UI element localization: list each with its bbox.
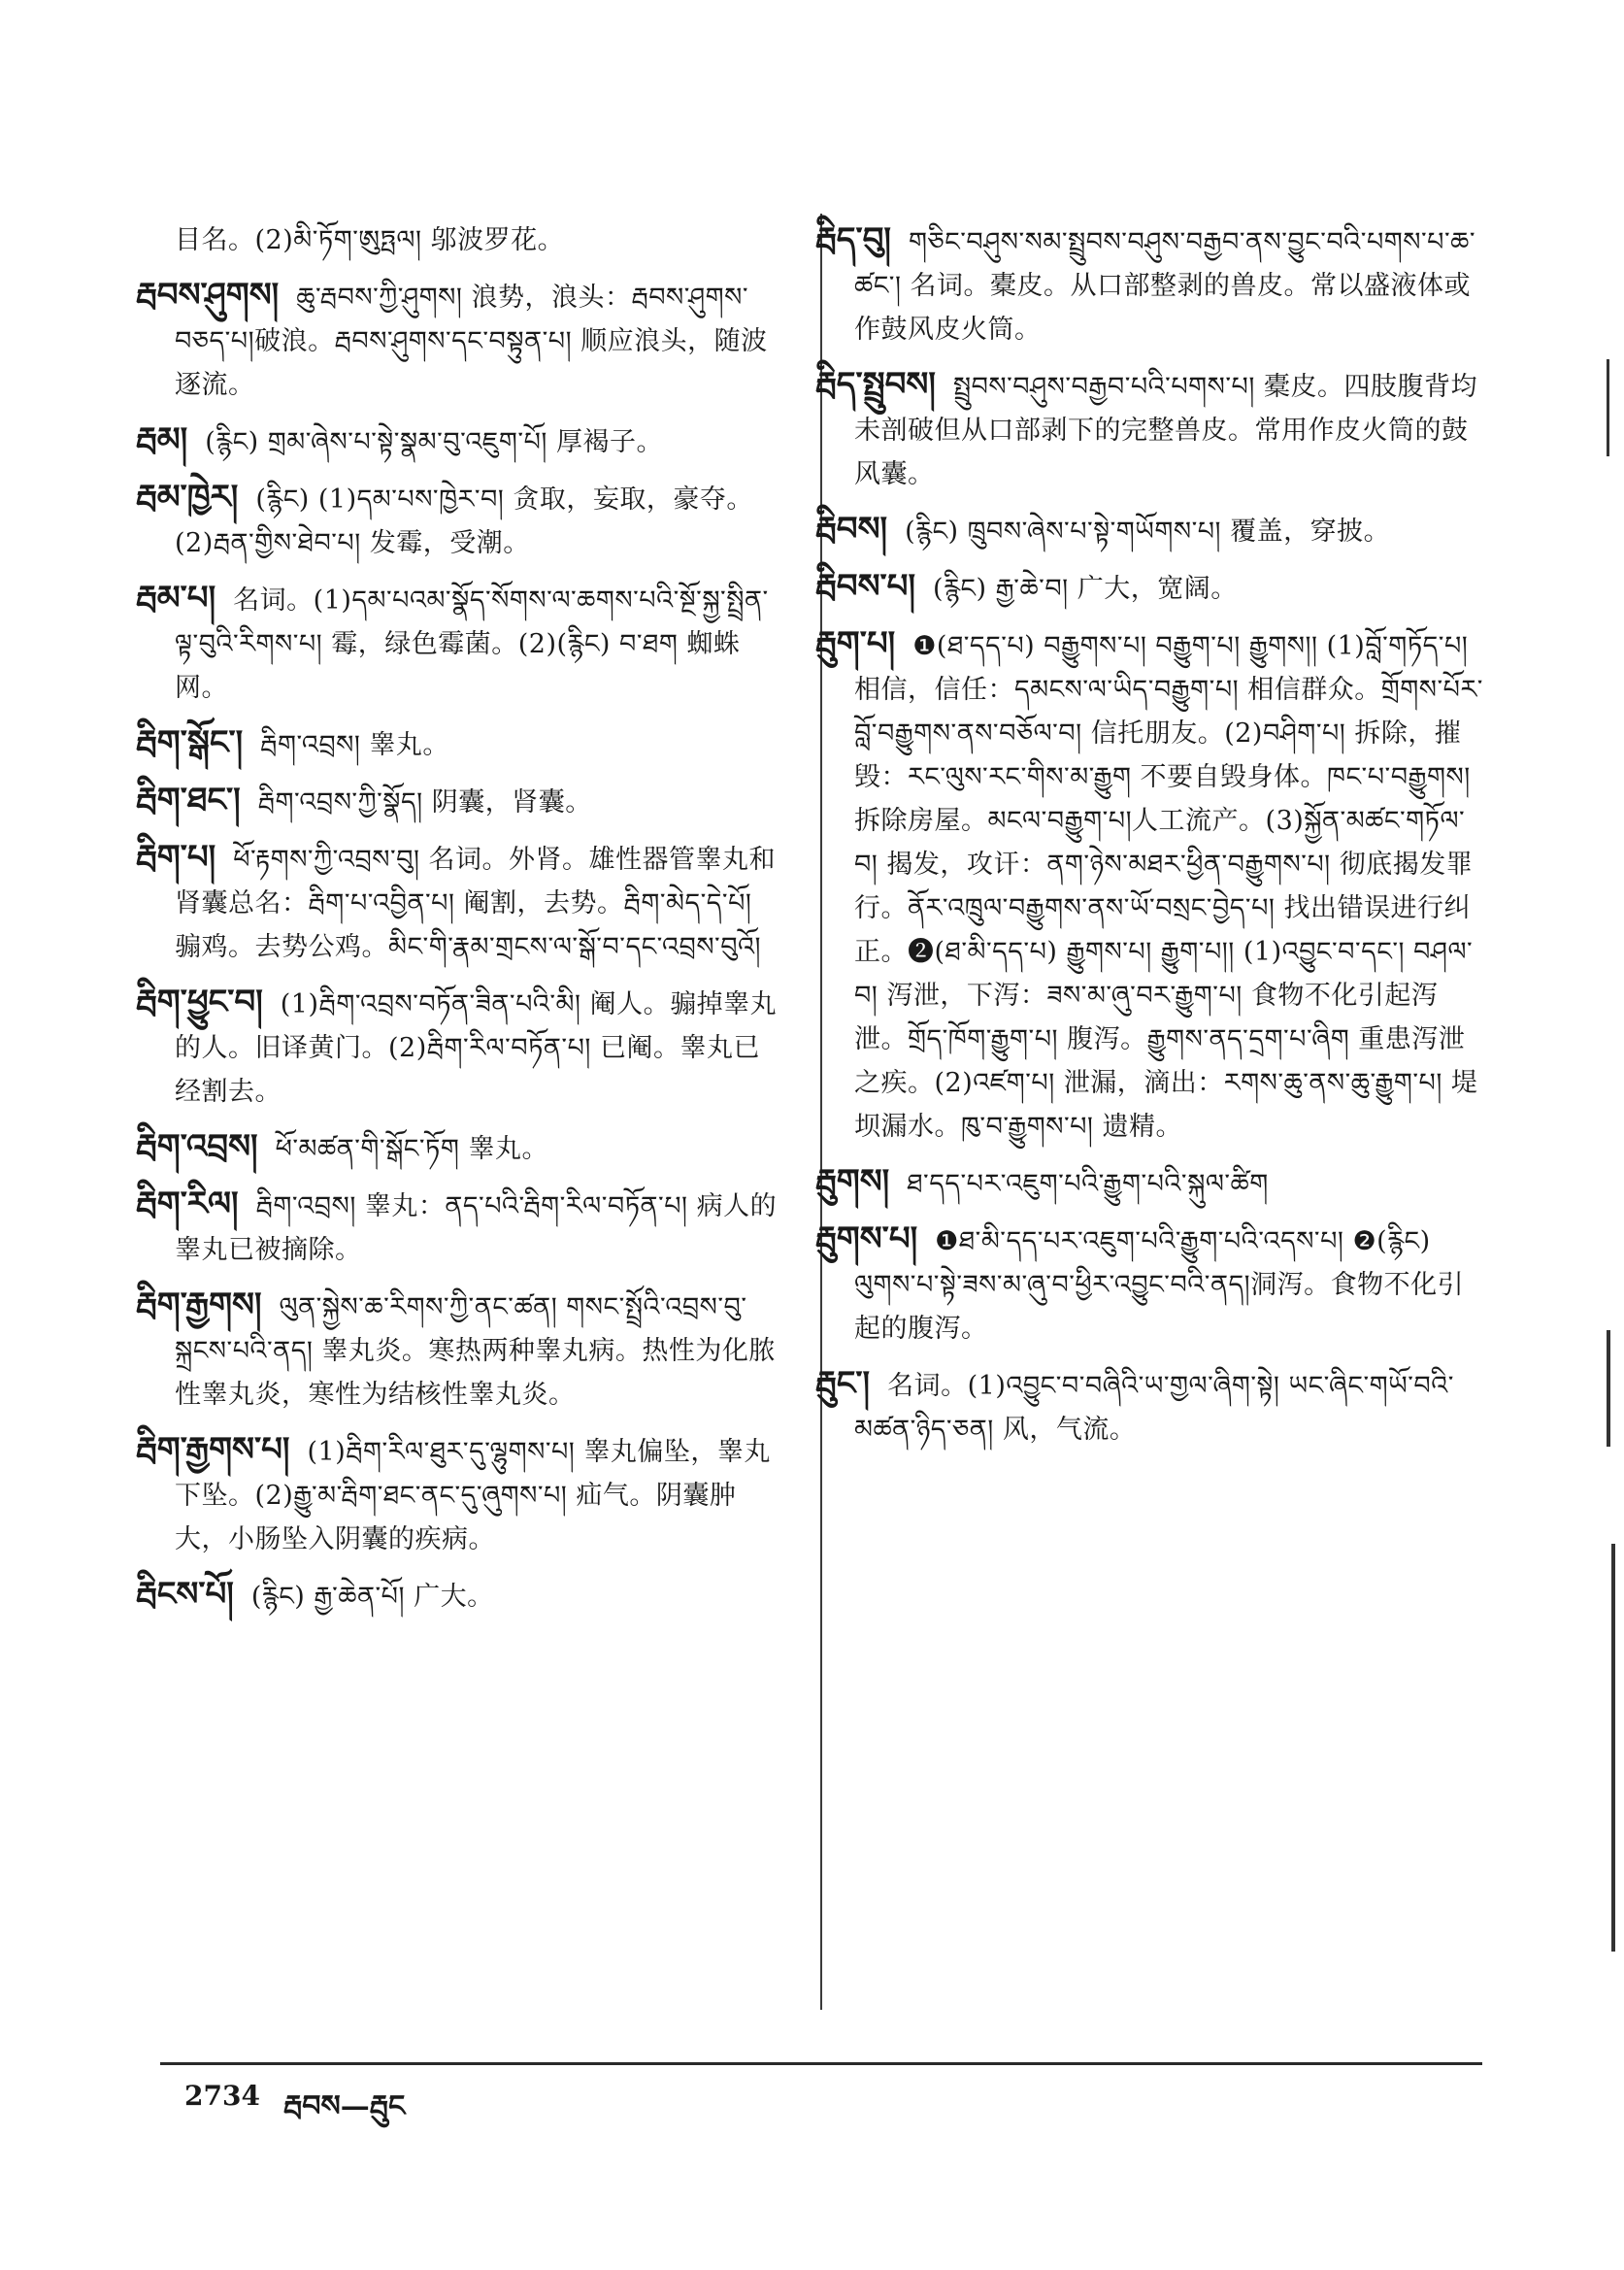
entry-headword: རྦིག་རྒྱགས།: [136, 1285, 262, 1324]
edge-mark: [1611, 1544, 1615, 1952]
entry-headword: རྦིབས།: [815, 510, 888, 549]
dictionary-entry: [815, 363, 1485, 496]
entry-definition: རྦིག་འབྲས། 睾丸。: [260, 730, 449, 760]
entry-headword: རྦིག་སྒོང་།: [136, 723, 244, 762]
entry-definition: (རྙིང) རྒྱ་ཆེ་བ། 广大，宽阔。: [933, 574, 1238, 604]
dictionary-entry: [815, 1218, 1485, 1351]
dictionary-entry: [815, 508, 1485, 553]
entry-definition: ❶ཐ་མི་དད་པར་འཇུག་པའི་རྒྱུག་པའི་འདས་པ། ❷(རྙིང) ལུགས་པ་སྟེ་ཟས་མ་ཞུ་བ་ཕྱིར་འབྱུང་བའི་ནད།洞泻。食物不化引起的腹泻。: [854, 1226, 1465, 1344]
entry-headword: རྦིག་རིལ།: [136, 1185, 239, 1223]
entry-definition: 名词。(1)འབྱུང་བ་བཞིའི་ཡ་གྱལ་ཞིག་སྟེ། ཡང་ཞིང་གཡོ་བའི་མཚན་ཉིད་ཅན། 风，气流。: [854, 1371, 1454, 1445]
entry-definition: (རྙིང) ཁྲུབས་ཞེས་པ་སྟེ་གཡོགས་པ། 覆盖，穿披。: [905, 517, 1391, 547]
dictionary-entry: [136, 779, 781, 824]
dictionary-entry: [815, 1362, 1485, 1452]
entry-definition: སྤྲུབས་བཤུས་བརྒྱབ་པའི་པགས་པ། 橐皮。四肢腹背均未剖破但从口部剥下的完整兽皮。常用作皮火筒的鼓风囊。: [854, 372, 1477, 489]
entry-headword: རྦིག་ཐང་།: [136, 781, 241, 819]
dictionary-entry: [136, 274, 781, 407]
dictionary-entry: [815, 565, 1485, 611]
right-column: [815, 218, 1485, 1463]
entry-headword: རྦབས་ཤུགས།: [136, 276, 280, 315]
entry-definition: རྦིག་འབྲས་ཀྱི་སྣོད། 阴囊，肾囊。: [257, 787, 592, 818]
dictionary-entry: [136, 836, 781, 969]
entry-headword: རྦིག་ཕྱུང་བ།: [136, 983, 263, 1021]
entry-headword: རྦུག་པ།: [815, 624, 896, 663]
entry-headword: རྦུགས།: [815, 1162, 890, 1201]
entry-definition: ཕོ་རྟགས་ཀྱི་འབྲས་བུ། 名词。外肾。雄性器管睾丸和肾囊总名：རྦིག་པ་འབྱིན་པ། 阉割，去势。རྦིག་མེད་དེ་པོ། 骟鸡。去势公鸡。མིང་གི་རྣམ་གྲངས་ལ་སྒོ་བ་དང་འབྲས་བུའོ།: [175, 845, 777, 962]
entry-headword: རྦིད་བུ།: [815, 220, 891, 259]
column-divider: [820, 214, 822, 2010]
page-number: 2734: [184, 2080, 260, 2112]
dictionary-entry: [136, 1183, 781, 1272]
entry-definition: (1)རྦིག་འབྲས་བཏོན་ཟིན་པའི་མི། 阉人。骟掉睾丸的人。旧译黄门。(2)རྦིག་རིལ་བཏོན་པ། 已阉。睾丸已经割去。: [175, 989, 778, 1107]
entry-headword: རྦམ་ཁྱེར།: [136, 478, 239, 517]
entry-definition: (རྙིང) གྲམ་ཞེས་པ་སྟེ་སྣམ་བུ་འཇུག་པོ། 厚褐子。: [205, 427, 663, 457]
entry-definition: ལུན་སྐྱེས་ཆ་རིགས་ཀྱི་ནང་ཚན། གསང་སྤྲོའི་འབྲས་བུ་སྐྲངས་པའི་ནད། 睾丸炎。寒热两种睾丸病。热性为化脓性睾丸炎，寒性为结核性睾丸炎。: [175, 1292, 776, 1410]
dictionary-entry: [136, 1125, 781, 1171]
entry-headword: རྦིག་པ།: [136, 838, 216, 877]
dictionary-entry: [136, 476, 781, 565]
entry-headword: རྦིད་སྤྲུབས།: [815, 365, 936, 404]
dictionary-entry: [815, 218, 1485, 351]
entry-headword: རྦིག་རྒྱགས་པ།: [136, 1430, 290, 1469]
entry-definition: (1)རྦིག་རིལ་ཐུར་དུ་ལྷུགས་པ། 睾丸偏坠，睾丸下坠。(2)རྒྱུ་མ་རྦིག་ཐང་ནང་དུ་ཞུགས་པ། 疝气。阴囊肿大，小肠坠入阴囊的疾病。: [175, 1437, 771, 1554]
left-column: [136, 218, 781, 1630]
dictionary-entry: [136, 1573, 781, 1619]
entry-definition: རྦིག་འབྲས། 睾丸：ནད་པའི་རྦིག་རིལ་བཏོན་པ། 病人的睾丸已被摘除。: [175, 1191, 778, 1265]
dictionary-entry: [136, 577, 781, 710]
entry-headword: རྦམ།: [136, 420, 188, 459]
entry-headword: རྦིབས་པ།: [815, 567, 916, 606]
footer-rule: [160, 2062, 1482, 2065]
dictionary-entry: [136, 721, 781, 767]
entry-definition: 目名。(2)མི་ཏོག་ཨུཏྤལ། 邬波罗花。: [175, 225, 565, 255]
dictionary-entry: [815, 1160, 1485, 1206]
edge-mark: [1607, 1330, 1610, 1447]
entry-definition: ཐ་དད་པར་འཇུག་པའི་རྒྱུག་པའི་སྐུལ་ཚིག: [907, 1169, 1269, 1199]
entry-definition: ❶(ཐ་དད་པ) བརྒྱུགས་པ། བརྒྱུག་པ། རྒྱུགས།། (1)བློ་གཏོད་པ། 相信，信任：དམངས་ལ་ཡིད་བརྒྱུག་པ། 相信群众。གྲོགས་པོར་བློ་བརྒྱུགས་ནས་བཅོལ་བ། 信托朋友。(2)བཤིག་པ། 拆除，摧毁：རང་ལུས་རང་གིས་མ་རྒྱུག 不要自毁身体。ཁང་པ་བརྒྱུགས། 拆除房屋。མངལ་བརྒྱུག་པ།人工流产。(3)སྐྱོན་མཚང་གཏོལ་བ། 揭发，攻讦：ནག་ཉེས་མཐར་ཕྱིན་བརྒྱུགས་པ། 彻底揭发罪行。ནོར་འཁྲུལ་བརྒྱུགས་ནས་ཡོ་བསྲང་བྱེད་པ། 找出错误进行纠正。❷(ཐ་མི་དད་པ) རྒྱུགས་པ། རྒྱུག་པ།། (1)འབྱུང་བ་དང་། བཤལ་བ། 泻泄，下泻：ཟས་མ་ཞུ་བར་རྒྱུག་པ། 食物不化引起泻泄。གྲོད་ཁོག་རྒྱུག་པ། 腹泻。རྒྱུགས་ནད་དྲག་པ་ཞིག 重患泻泄之疾。(2)འཛག་པ། 泄漏，滴出：རགས་ཆུ་ནས་ཆུ་རྒྱུག་པ། 堤坝漏水。ཁུ་བ་རྒྱུགས་པ། 遗精。: [854, 631, 1483, 1142]
entry-definition: ཕོ་མཚན་གི་སྒོང་ཏོག 睾丸。: [275, 1134, 548, 1164]
dictionary-entry: [136, 418, 781, 464]
entry-definition: ཆུ་རྦབས་ཀྱི་ཤུགས། 浪势，浪头：རྦབས་ཤུགས་བཅད་པ།破浪。རྦབས་ཤུགས་དང་བསྟུན་པ། 顺应浪头，随波逐流。: [175, 283, 768, 400]
entry-definition: (རྙིང) (1)དམ་པས་ཁྱེར་བ། 贪取，妄取，豪夺。(2)རྦན་གྱིས་ཐེབ་པ། 发霉，受潮。: [175, 484, 753, 558]
edge-mark: [1607, 359, 1609, 456]
dictionary-entry: [136, 1284, 781, 1417]
entry-headword: རྦིངས་པོ།: [136, 1575, 234, 1614]
running-head: རྦབས—རྦུང: [283, 2089, 406, 2123]
entry-headword: རྦིག་འབྲས།: [136, 1127, 258, 1166]
entry-headword: རྦུང་།: [815, 1364, 871, 1403]
entry-definition: 名词。(1)དམ་པའམ་སྣོད་སོགས་ལ་ཆགས་པའི་སྔོ་སྐྱ་སྤྲིན་ལྟ་བུའི་རིགས་པ། 霉，绿色霉菌。(2)(རྙིང) བ་ཐག 蜘蛛网。: [175, 585, 769, 703]
entry-headword: རྦམ་པ།: [136, 579, 216, 618]
dictionary-entry: [175, 218, 781, 262]
entry-definition: གཅིང་བཤུས་སམ་སྤྲུབས་བཤུས་བརྒྱབ་ནས་བྱུང་བའི་པགས་པ་ཆ་ཚང་། 名词。橐皮。从口部整剥的兽皮。常以盛液体或作鼓风皮火筒。: [854, 227, 1476, 345]
dictionary-entry: [815, 622, 1485, 1149]
dictionary-entry: [136, 1428, 781, 1561]
entry-headword: རྦུགས་པ།: [815, 1219, 918, 1258]
entry-definition: (རྙིང) རྒྱ་ཆེན་པོ། 广大。: [250, 1582, 494, 1612]
dictionary-entry: [136, 981, 781, 1114]
